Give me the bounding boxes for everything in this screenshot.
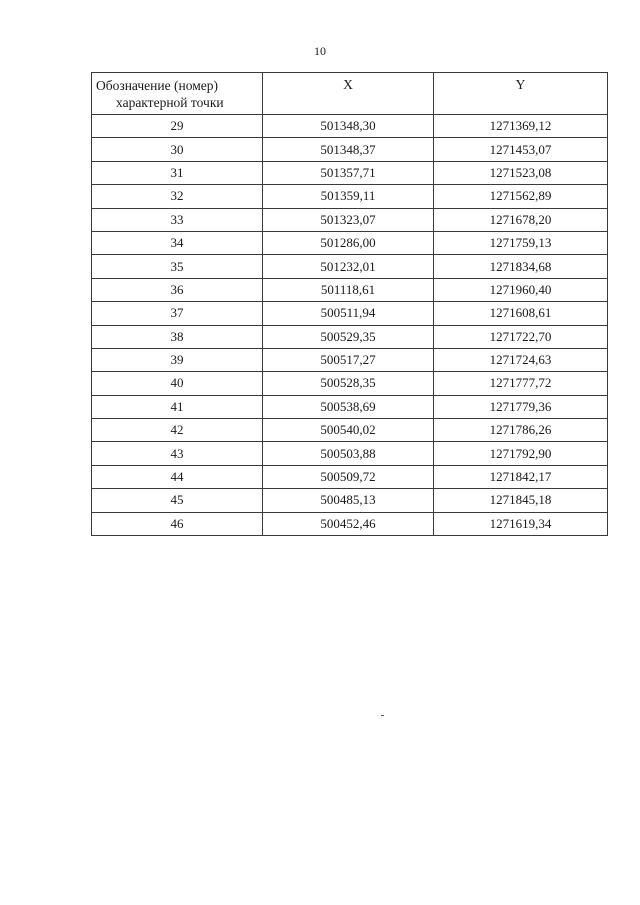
y-cell: 1271777,72 — [434, 372, 608, 395]
table-row — [92, 372, 608, 395]
x-cell: 500540,02 — [263, 419, 434, 442]
y-cell: 1271523,08 — [434, 161, 608, 184]
point-cell: 42 — [92, 419, 263, 442]
y-cell: 1271453,07 — [434, 138, 608, 161]
x-cell: 501359,11 — [263, 185, 434, 208]
table-row — [92, 302, 608, 325]
y-cell: 1271608,61 — [434, 302, 608, 325]
x-cell: 501323,07 — [263, 208, 434, 231]
x-cell: 500511,94 — [263, 302, 434, 325]
point-cell: 36 — [92, 278, 263, 301]
point-cell: 46 — [92, 512, 263, 535]
point-cell: 43 — [92, 442, 263, 465]
x-cell: 501232,01 — [263, 255, 434, 278]
table-row — [92, 348, 608, 371]
y-cell: 1271792,90 — [434, 442, 608, 465]
x-cell: 501348,37 — [263, 138, 434, 161]
point-cell: 32 — [92, 185, 263, 208]
point-cell: 38 — [92, 325, 263, 348]
y-cell: 1271724,63 — [434, 348, 608, 371]
table-row — [92, 278, 608, 301]
x-cell: 500485,13 — [263, 489, 434, 512]
x-cell: 501348,30 — [263, 115, 434, 138]
x-cell: 500503,88 — [263, 442, 434, 465]
table-row — [92, 419, 608, 442]
point-cell: 39 — [92, 348, 263, 371]
point-cell: 44 — [92, 465, 263, 488]
y-cell: 1271779,36 — [434, 395, 608, 418]
y-cell: 1271759,13 — [434, 231, 608, 254]
y-column-header: Y — [434, 73, 608, 115]
table-row — [92, 115, 608, 138]
point-cell: 37 — [92, 302, 263, 325]
point-cell: 41 — [92, 395, 263, 418]
table-row — [92, 512, 608, 535]
x-cell: 501118,61 — [263, 278, 434, 301]
coordinates-table — [91, 72, 608, 536]
y-cell: 1271786,26 — [434, 419, 608, 442]
x-cell: 500529,35 — [263, 325, 434, 348]
header-row — [92, 73, 608, 115]
y-cell: 1271960,40 — [434, 278, 608, 301]
y-cell: 1271678,20 — [434, 208, 608, 231]
point-cell: 31 — [92, 161, 263, 184]
table-row — [92, 395, 608, 418]
x-cell: 501357,71 — [263, 161, 434, 184]
x-cell: 500538,69 — [263, 395, 434, 418]
y-cell: 1271834,68 — [434, 255, 608, 278]
x-cell: 500452,46 — [263, 512, 434, 535]
table-row — [92, 185, 608, 208]
y-cell: 1271619,34 — [434, 512, 608, 535]
page-number: 10 — [314, 44, 326, 58]
point-cell: 33 — [92, 208, 263, 231]
table-header — [92, 73, 608, 115]
point-cell: 35 — [92, 255, 263, 278]
point-column-header — [92, 73, 263, 115]
point-cell: 40 — [92, 372, 263, 395]
table-row — [92, 465, 608, 488]
point-cell: 45 — [92, 489, 263, 512]
scan-speck — [381, 715, 384, 716]
point-cell: 29 — [92, 115, 263, 138]
x-column-header: X — [263, 73, 434, 115]
table-row — [92, 325, 608, 348]
point-cell: 30 — [92, 138, 263, 161]
y-cell: 1271842,17 — [434, 465, 608, 488]
table-row — [92, 208, 608, 231]
point-header-line1: Обозначение (номер) — [96, 78, 218, 93]
x-cell: 500509,72 — [263, 465, 434, 488]
x-cell: 500528,35 — [263, 372, 434, 395]
table-row — [92, 161, 608, 184]
table-body — [92, 115, 608, 536]
table-row — [92, 442, 608, 465]
y-cell: 1271722,70 — [434, 325, 608, 348]
table-row — [92, 489, 608, 512]
x-cell: 501286,00 — [263, 231, 434, 254]
table-row — [92, 138, 608, 161]
x-cell: 500517,27 — [263, 348, 434, 371]
point-cell: 34 — [92, 231, 263, 254]
table-row — [92, 231, 608, 254]
y-cell: 1271369,12 — [434, 115, 608, 138]
table-row — [92, 255, 608, 278]
y-cell: 1271845,18 — [434, 489, 608, 512]
y-cell: 1271562,89 — [434, 185, 608, 208]
point-header-line2: характерной точки — [116, 95, 224, 110]
